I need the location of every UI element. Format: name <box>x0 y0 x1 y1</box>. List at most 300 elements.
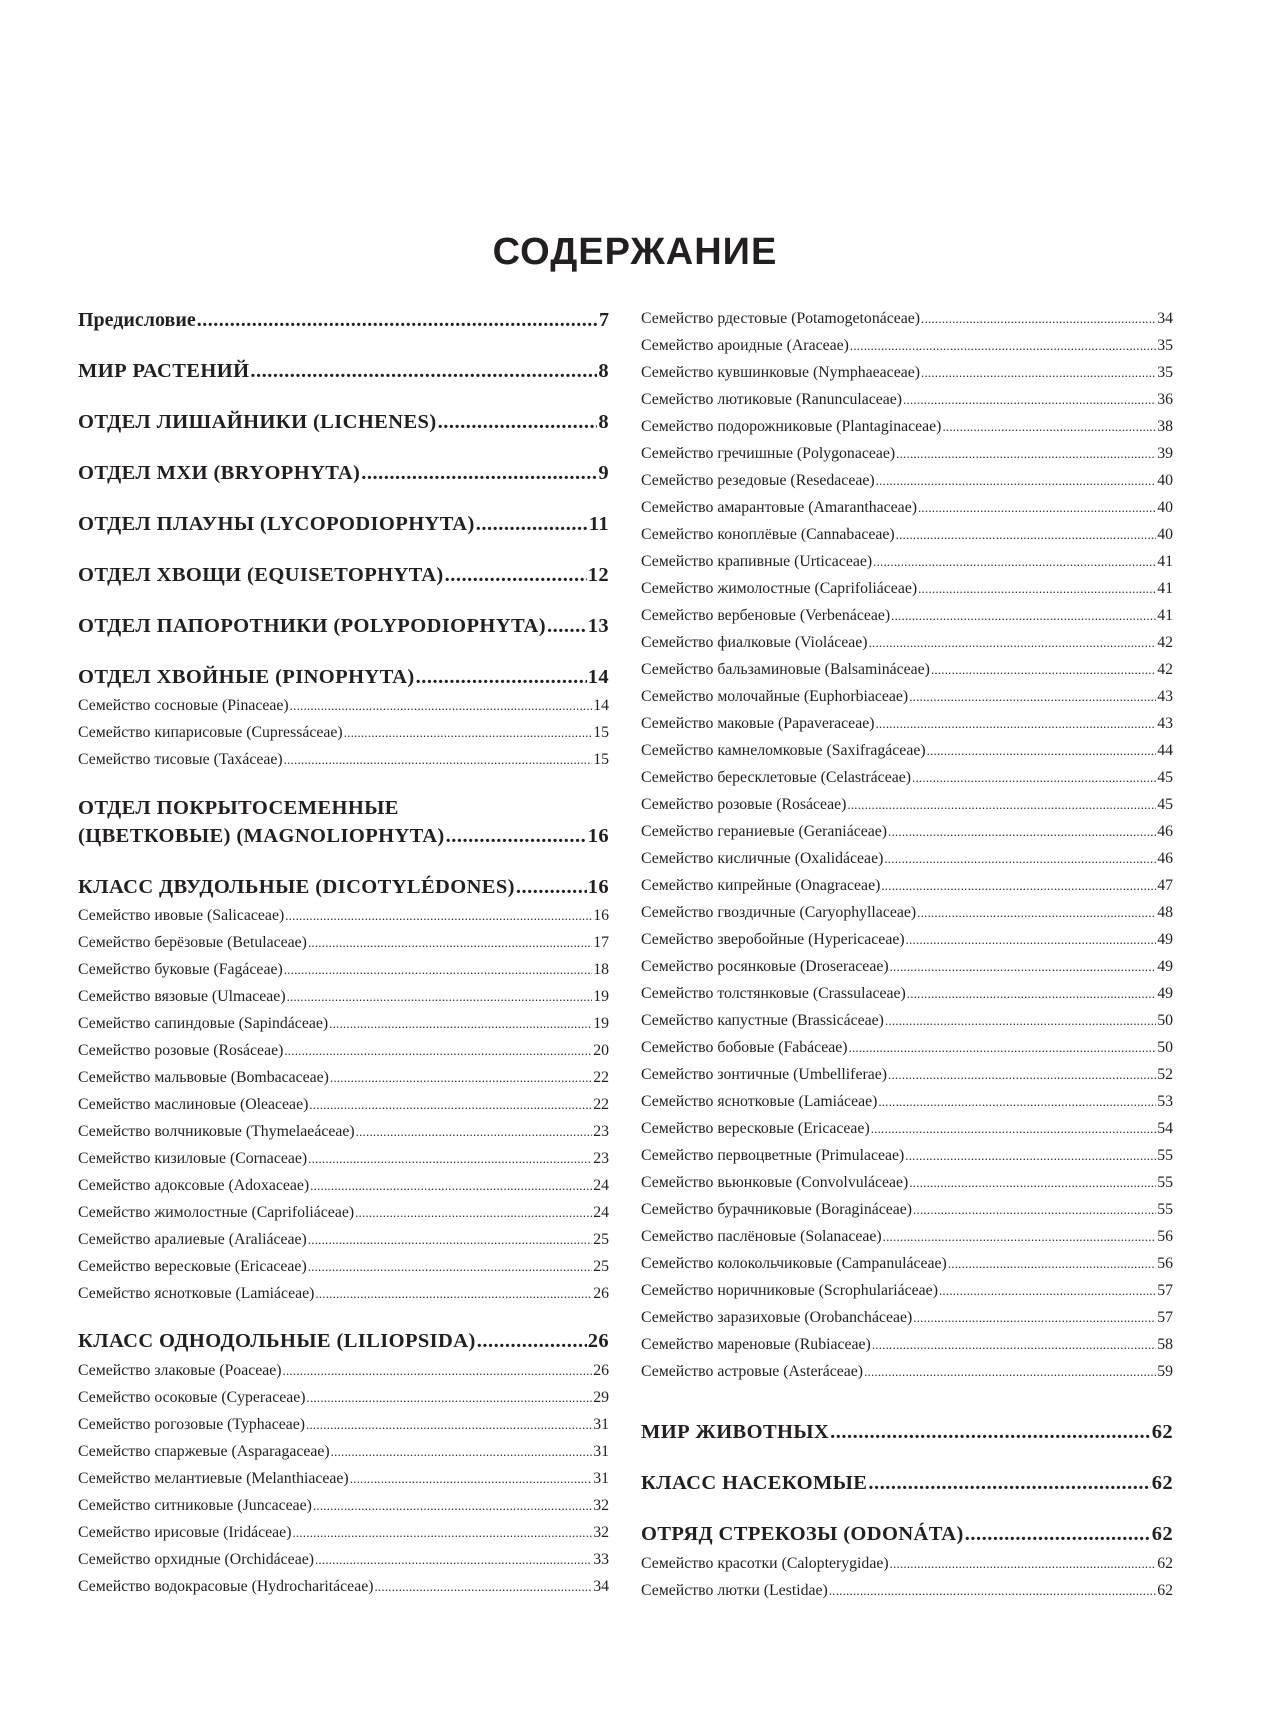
toc-page-number: 38 <box>1157 418 1173 435</box>
toc-entry[interactable] <box>641 444 1173 464</box>
toc-page-number: 7 <box>599 309 609 331</box>
toc-leader-dots <box>308 1257 593 1277</box>
toc-entry[interactable] <box>78 1041 609 1061</box>
toc-entry-label: Семейство фиалковые (Violáceae) <box>641 634 868 651</box>
toc-entry[interactable] <box>641 1254 1173 1274</box>
toc-leader-dots <box>310 1176 592 1196</box>
toc-entry[interactable] <box>641 930 1173 950</box>
toc-leader-dots <box>547 613 587 639</box>
toc-entry[interactable] <box>641 363 1173 383</box>
toc-leader-dots <box>918 579 1156 599</box>
toc-entry[interactable] <box>641 471 1173 491</box>
toc-entry-label: Семейство рогозовые (Typhaceae) <box>78 1416 305 1433</box>
toc-entry[interactable] <box>641 309 1173 329</box>
toc-page-number: 15 <box>593 751 609 768</box>
toc-leader-dots <box>939 1281 1156 1301</box>
toc-entry-label: Семейство лютки (Lestidae) <box>641 1582 828 1599</box>
toc-page-number: 13 <box>587 615 609 637</box>
toc-page-number: 43 <box>1157 715 1173 732</box>
toc-page-number: 41 <box>1157 607 1173 624</box>
toc-entry[interactable] <box>641 1581 1173 1601</box>
toc-entry-label: Семейство подорожниковые (Plantaginaceae) <box>641 418 942 435</box>
toc-entry-label: Семейство злаковые (Poaceae) <box>78 1362 282 1379</box>
toc-page-number: 14 <box>593 697 609 714</box>
toc-entry[interactable] <box>641 1092 1173 1112</box>
toc-leader-dots <box>913 1308 1156 1328</box>
toc-leader-dots <box>306 1415 592 1435</box>
toc-entry-label: Семейство гречишные (Polygonaceae) <box>641 445 896 462</box>
toc-page-number: 52 <box>1157 1066 1173 1083</box>
toc-page-number: 23 <box>593 1150 609 1167</box>
toc-entry[interactable] <box>641 660 1173 680</box>
toc-page-number: 57 <box>1157 1309 1173 1326</box>
toc-entry-label: Семейство кипрейные (Onagraceae) <box>641 877 881 894</box>
toc-heading-pinophyta[interactable] <box>78 664 609 690</box>
toc-page-number: 41 <box>1157 580 1173 597</box>
toc-leader-dots <box>847 795 1156 815</box>
toc-page-number: 62 <box>1151 1523 1173 1545</box>
toc-page-number: 19 <box>593 988 609 1005</box>
toc-entry-label: Семейство розовые (Rosáceae) <box>78 1042 284 1059</box>
toc-entry[interactable] <box>641 1554 1173 1574</box>
toc-heading-label: ОТДЕЛ ЛИШАЙНИКИ (LICHENES) <box>78 411 437 433</box>
toc-page-number: 58 <box>1157 1336 1173 1353</box>
toc-leader-dots <box>884 849 1156 869</box>
toc-page-number: 16 <box>587 825 609 847</box>
toc-entry-label: Семейство заразиховые (Orobancháceae) <box>641 1309 913 1326</box>
toc-entry[interactable] <box>78 1095 609 1115</box>
toc-leader-dots <box>890 957 1157 977</box>
toc-heading-label: МИР РАСТЕНИЙ <box>78 360 250 382</box>
toc-page-number: 35 <box>1157 337 1173 354</box>
toc-heading-dicotyledones[interactable] <box>78 874 609 900</box>
toc-leader-dots <box>284 750 593 770</box>
toc-leader-dots <box>307 1388 593 1408</box>
toc-page-number: 23 <box>593 1123 609 1140</box>
toc-entry-label: Семейство ароидные (Araceae) <box>641 337 849 354</box>
toc-entry[interactable] <box>641 1335 1173 1355</box>
toc-entry[interactable] <box>78 987 609 1007</box>
toc-page-number: 31 <box>593 1443 609 1460</box>
toc-leader-dots <box>881 876 1156 896</box>
toc-entry[interactable] <box>78 1068 609 1088</box>
toc-leader-dots <box>374 1577 592 1597</box>
toc-entry-label: Семейство орхидные (Orchidáceae) <box>78 1551 314 1568</box>
toc-page-number: 9 <box>598 462 609 484</box>
toc-heading-insects[interactable] <box>641 1470 1173 1496</box>
toc-heading-odonata[interactable] <box>641 1521 1173 1547</box>
toc-page-number: 11 <box>588 513 609 535</box>
toc-page-number: 22 <box>593 1069 609 1086</box>
toc-leader-dots <box>912 768 1156 788</box>
toc-leader-dots <box>250 358 597 384</box>
toc-page-number: 16 <box>593 907 609 924</box>
toc-entry[interactable] <box>641 768 1173 788</box>
toc-entry[interactable] <box>641 849 1173 869</box>
toc-entry-label: Семейство бурачниковые (Boragináceae) <box>641 1201 913 1218</box>
toc-entry-label: Семейство ирисовые (Iridáceae) <box>78 1524 292 1541</box>
toc-entry-label: Семейство жимолостные (Caprifoliáceae) <box>78 1204 355 1221</box>
toc-leader-dots <box>516 874 587 900</box>
toc-heading-liliopsida[interactable] <box>78 1328 609 1354</box>
toc-entry[interactable] <box>78 1203 609 1223</box>
toc-heading-plant-world[interactable] <box>78 358 609 384</box>
toc-entry[interactable] <box>641 579 1173 599</box>
toc-heading-polypodiophyta[interactable] <box>78 613 609 639</box>
toc-entry-label: Семейство росянковые (Droseraceae) <box>641 958 889 975</box>
page-title: СОДЕРЖАНИЕ <box>492 231 778 273</box>
toc-entry[interactable] <box>78 1388 609 1408</box>
toc-page-number: 44 <box>1157 742 1173 759</box>
toc-entry[interactable] <box>78 723 609 743</box>
toc-page-number: 57 <box>1157 1282 1173 1299</box>
toc-page-number: 45 <box>1157 769 1173 786</box>
toc-entry-label: Семейство тисовые (Taxáceae) <box>78 751 283 768</box>
toc-page-number: 22 <box>593 1096 609 1113</box>
toc-entry-label: Семейство вербеновые (Verbenáceae) <box>641 607 891 624</box>
toc-page-number: 36 <box>1157 391 1173 408</box>
toc-entry[interactable] <box>641 1281 1173 1301</box>
toc-page-number: 17 <box>593 934 609 951</box>
toc-leader-dots <box>308 1149 592 1169</box>
toc-entry[interactable] <box>78 1523 609 1543</box>
toc-leader-dots <box>878 1092 1156 1112</box>
toc-entry[interactable] <box>641 903 1173 923</box>
toc-leader-dots <box>329 1014 592 1034</box>
toc-entry-label: Семейство амарантовые (Amaranthaceae) <box>641 499 917 516</box>
toc-entry-label: Семейство сапиндовые (Sapindáceae) <box>78 1015 329 1032</box>
toc-page-number: 62 <box>1151 1421 1173 1443</box>
toc-leader-dots <box>885 1011 1156 1031</box>
toc-entry[interactable] <box>641 552 1173 572</box>
toc-entry[interactable] <box>78 1469 609 1489</box>
toc-page-number: 18 <box>593 961 609 978</box>
toc-leader-dots <box>445 562 587 588</box>
toc-entry-label: Семейство вьюнковые (Convolvuláceae) <box>641 1174 909 1191</box>
toc-page-number: 55 <box>1157 1201 1173 1218</box>
toc-entry[interactable] <box>641 1173 1173 1193</box>
toc-leader-dots <box>476 511 588 537</box>
toc-heading-magnoliophyta[interactable] <box>78 823 609 849</box>
toc-entry[interactable] <box>641 687 1173 707</box>
toc-entry[interactable] <box>641 1065 1173 1085</box>
toc-leader-dots <box>875 714 1156 734</box>
toc-heading-animal-world[interactable] <box>641 1419 1173 1445</box>
toc-heading-lichenes[interactable] <box>78 409 609 435</box>
toc-heading-label: МИР ЖИВОТНЫХ <box>641 1421 830 1443</box>
toc-entry[interactable] <box>641 1011 1173 1031</box>
toc-leader-dots <box>891 606 1156 626</box>
toc-leader-dots <box>287 987 593 1007</box>
toc-entry[interactable] <box>78 1361 609 1381</box>
toc-page-number: 45 <box>1157 796 1173 813</box>
toc-entry[interactable] <box>78 1230 609 1250</box>
toc-page-number: 55 <box>1157 1174 1173 1191</box>
toc-entry[interactable] <box>78 1149 609 1169</box>
toc-page-number: 26 <box>593 1285 609 1302</box>
toc-entry-label: Семейство мареновые (Rubiaceae) <box>641 1336 871 1353</box>
toc-entry-label: Семейство берёзовые (Betulaceae) <box>78 934 307 951</box>
toc-entry-label: Семейство ивовые (Salicaceae) <box>78 907 285 924</box>
toc-page-number: 56 <box>1157 1228 1173 1245</box>
toc-leader-dots <box>888 822 1156 842</box>
toc-leader-dots <box>350 1469 593 1489</box>
toc-entry[interactable] <box>641 714 1173 734</box>
toc-entry-label: Семейство зверобойные (Hypericaceae) <box>641 931 905 948</box>
toc-entry-label: Семейство спаржевые (Asparagaceae) <box>78 1443 330 1460</box>
toc-page-number: 50 <box>1157 1012 1173 1029</box>
toc-entry-label: Семейство резедовые (Resedaceae) <box>641 472 875 489</box>
toc-entry[interactable] <box>641 1038 1173 1058</box>
toc-leader-dots <box>909 1173 1156 1193</box>
toc-entry-label: Семейство осоковые (Cyperaceae) <box>78 1389 306 1406</box>
toc-entry[interactable] <box>641 606 1173 626</box>
toc-heading-equisetophyta[interactable] <box>78 562 609 588</box>
toc-entry[interactable] <box>641 390 1173 410</box>
toc-entry[interactable] <box>641 1308 1173 1328</box>
toc-page-number: 49 <box>1157 931 1173 948</box>
toc-page-number: 26 <box>587 1330 609 1352</box>
toc-page-number: 34 <box>593 1578 609 1595</box>
toc-entry-label: Семейство камнеломковые (Saxifragáceae) <box>641 742 926 759</box>
toc-leader-dots <box>361 460 597 486</box>
toc-leader-dots <box>913 1200 1156 1220</box>
toc-entry-label: Семейство вересковые (Ericaceae) <box>641 1120 870 1137</box>
toc-page-number: 42 <box>1157 634 1173 651</box>
toc-page-number: 56 <box>1157 1255 1173 1272</box>
toc-entry[interactable] <box>78 1014 609 1034</box>
toc-entry[interactable] <box>641 1362 1173 1382</box>
toc-heading-label: ОТДЕЛ ПАПОРОТНИКИ (POLYPODIOPHYTA) <box>78 615 546 637</box>
toc-entry[interactable] <box>78 1442 609 1462</box>
toc-heading-label: (ЦВЕТКОВЫЕ) (MAGNOLIOPHYTA) <box>78 825 445 847</box>
toc-page-number: 31 <box>593 1470 609 1487</box>
toc-heading-label: ОТДЕЛ ПЛАУНЫ (LYCOPODIOPHYTA) <box>78 513 475 535</box>
toc-entry-label: Семейство молочайные (Euphorbiaceae) <box>641 688 909 705</box>
toc-page-number: 24 <box>593 1204 609 1221</box>
toc-entry[interactable] <box>641 336 1173 356</box>
toc-page-number: 40 <box>1157 472 1173 489</box>
toc-entry-label: Семейство гераниевые (Geraniáceae) <box>641 823 888 840</box>
toc-entry[interactable] <box>78 1496 609 1516</box>
toc-entry-label: Семейство кипарисовые (Cupressáceae) <box>78 724 343 741</box>
toc-entry[interactable] <box>641 795 1173 815</box>
toc-page-number: 20 <box>593 1042 609 1059</box>
toc-entry-label: Семейство красотки (Calopterygidae) <box>641 1555 889 1572</box>
toc-entry[interactable] <box>641 822 1173 842</box>
toc-leader-dots <box>309 1095 592 1115</box>
toc-leader-dots <box>197 307 598 333</box>
toc-entry[interactable] <box>641 498 1173 518</box>
toc-page-number: 48 <box>1157 904 1173 921</box>
toc-page-number: 62 <box>1157 1582 1173 1599</box>
toc-leader-dots <box>292 1523 592 1543</box>
toc-entry-label: Семейство вязовые (Ulmaceae) <box>78 988 286 1005</box>
toc-entry[interactable] <box>78 1415 609 1435</box>
toc-leader-dots <box>308 1230 592 1250</box>
toc-leader-dots <box>438 409 598 435</box>
toc-entry[interactable] <box>641 417 1173 437</box>
toc-heading-magnoliophyta-line1[interactable]: ОТДЕЛ ПОКРЫТОСЕМЕННЫЕ <box>78 797 399 819</box>
toc-leader-dots <box>308 933 592 953</box>
toc-page-number: 32 <box>593 1524 609 1541</box>
toc-entry[interactable] <box>641 984 1173 1004</box>
toc-entry-label: Семейство бобовые (Fabáceae) <box>641 1039 848 1056</box>
toc-leader-dots <box>909 687 1156 707</box>
toc-leader-dots <box>927 741 1157 761</box>
toc-entry-label: Семейство паслёновые (Solanaceae) <box>641 1228 882 1245</box>
toc-leader-dots <box>921 309 1156 329</box>
toc-page-number: 62 <box>1157 1555 1173 1572</box>
toc-entry[interactable] <box>78 1122 609 1142</box>
toc-entry-label: Семейство волчниковые (Thymelaeáceae) <box>78 1123 355 1140</box>
toc-leader-dots <box>931 660 1156 680</box>
toc-entry[interactable] <box>641 1227 1173 1247</box>
toc-leader-dots <box>284 1041 592 1061</box>
toc-entry[interactable] <box>641 1200 1173 1220</box>
toc-page-number: 14 <box>587 666 609 688</box>
toc-page-number: 33 <box>593 1551 609 1568</box>
toc-page-number: 15 <box>593 724 609 741</box>
toc-page-number: 43 <box>1157 688 1173 705</box>
toc-entry[interactable] <box>78 750 609 770</box>
toc-page-number: 19 <box>593 1015 609 1032</box>
toc-entry-label: Семейство колокольчиковые (Campanuláceae) <box>641 1255 947 1272</box>
toc-entry[interactable] <box>78 933 609 953</box>
toc-entry-label: Семейство адоксовые (Adoxaceae) <box>78 1177 310 1194</box>
toc-entry-label: Семейство норичниковые (Scrophulariáceae) <box>641 1282 938 1299</box>
toc-entry-label: Семейство яснотковые (Lamiáceae) <box>78 1285 315 1302</box>
toc-entry-label: Семейство кувшинковые (Nymphaeaceae) <box>641 364 920 381</box>
toc-page-number: 62 <box>1151 1472 1173 1494</box>
toc-entry[interactable] <box>641 1146 1173 1166</box>
toc-entry-label: Семейство толстянковые (Crassulaceae) <box>641 985 906 1002</box>
toc-leader-dots <box>355 1203 592 1223</box>
toc-leader-dots <box>850 336 1156 356</box>
toc-page-number: 54 <box>1157 1120 1173 1137</box>
toc-page-number: 59 <box>1157 1363 1173 1380</box>
toc-entry-label: Семейство зонтичные (Umbelliferae) <box>641 1066 887 1083</box>
toc-leader-dots <box>906 930 1157 950</box>
toc-page-number: 35 <box>1157 364 1173 381</box>
toc-entry-label: Семейство крапивные (Urticaceae) <box>641 553 873 570</box>
toc-entry-label: Семейство рдестовые (Potamogetonáceae) <box>641 310 921 327</box>
toc-page-number: 42 <box>1157 661 1173 678</box>
toc-entry[interactable] <box>641 876 1173 896</box>
toc-leader-dots <box>864 1362 1156 1382</box>
toc-entry-label: Семейство маслиновые (Oleaceae) <box>78 1096 309 1113</box>
toc-heading-label: ОТРЯД СТРЕКОЗЫ (ODONÁTA) <box>641 1523 964 1545</box>
toc-entry[interactable] <box>78 960 609 980</box>
toc-leader-dots <box>942 417 1156 437</box>
toc-leader-dots <box>344 723 593 743</box>
toc-page-number: 32 <box>593 1497 609 1514</box>
toc-entry[interactable] <box>78 1577 609 1597</box>
toc-leader-dots <box>907 984 1156 1004</box>
toc-leader-dots <box>905 1146 1156 1166</box>
toc-page-number: 46 <box>1157 850 1173 867</box>
toc-page-number: 55 <box>1157 1147 1173 1164</box>
toc-leader-dots <box>283 1361 593 1381</box>
toc-leader-dots <box>284 960 592 980</box>
toc-page-number: 46 <box>1157 823 1173 840</box>
toc-page-number: 50 <box>1157 1039 1173 1056</box>
toc-entry[interactable] <box>641 633 1173 653</box>
toc-heading-bryophyta[interactable] <box>78 460 609 486</box>
toc-leader-dots <box>315 1550 592 1570</box>
toc-leader-dots <box>313 1496 592 1516</box>
toc-leader-dots <box>330 1068 592 1088</box>
toc-heading-label: КЛАСС НАСЕКОМЫЕ <box>641 1472 868 1494</box>
toc-entry-label: Семейство астровые (Asteráceae) <box>641 1363 864 1380</box>
toc-page-number: 25 <box>593 1258 609 1275</box>
toc-page-number: 40 <box>1157 499 1173 516</box>
toc-heading-label: КЛАСС ДВУДОЛЬНЫЕ (DICOTYLÉDONES) <box>78 876 515 898</box>
toc-entry-label: Семейство водокрасовые (Hydrocharitáceae) <box>78 1578 374 1595</box>
toc-entry-label: Семейство вересковые (Ericaceae) <box>78 1258 307 1275</box>
toc-leader-dots <box>477 1328 587 1354</box>
toc-page-number: 12 <box>587 564 609 586</box>
toc-entry-label: Семейство кисличные (Oxalidáceae) <box>641 850 884 867</box>
toc-entry[interactable] <box>641 1119 1173 1139</box>
toc-leader-dots <box>356 1122 593 1142</box>
toc-entry[interactable] <box>78 1176 609 1196</box>
toc-entry-label: Семейство розовые (Rosáceae) <box>641 796 847 813</box>
toc-heading-preface[interactable] <box>78 307 609 333</box>
toc-entry-label: Семейство бальзаминовые (Balsamináceae) <box>641 661 930 678</box>
toc-leader-dots <box>896 525 1157 545</box>
toc-page-number: 41 <box>1157 553 1173 570</box>
toc-heading-lycopodiophyta[interactable] <box>78 511 609 537</box>
toc-entry-label: Семейство гвоздичные (Caryophyllaceae) <box>641 904 917 921</box>
toc-entry[interactable] <box>641 525 1173 545</box>
toc-page-number: 26 <box>593 1362 609 1379</box>
toc-entry-label: Семейство коноплёвые (Cannabaceae) <box>641 526 895 543</box>
toc-page-number: 49 <box>1157 985 1173 1002</box>
toc-entry[interactable] <box>78 696 609 716</box>
toc-heading-label: КЛАСС ОДНОДОЛЬНЫЕ (LILIOPSIDA) <box>78 1330 476 1352</box>
toc-page-number: 16 <box>587 876 609 898</box>
toc-leader-dots <box>918 498 1156 518</box>
toc-page-number: 39 <box>1157 445 1173 462</box>
toc-leader-dots <box>830 1419 1151 1445</box>
toc-entry-label: Семейство капустные (Brassicáceae) <box>641 1012 884 1029</box>
toc-entry-label: Семейство мальвовые (Bombacaceae) <box>78 1069 329 1086</box>
toc-entry-label: Семейство кизиловые (Cornaceae) <box>78 1150 308 1167</box>
toc-entry[interactable] <box>641 957 1173 977</box>
toc-entry[interactable] <box>78 1550 609 1570</box>
toc-entry[interactable] <box>78 906 609 926</box>
toc-leader-dots <box>446 823 587 849</box>
toc-entry[interactable] <box>78 1257 609 1277</box>
toc-leader-dots <box>290 696 593 716</box>
toc-leader-dots <box>849 1038 1157 1058</box>
toc-leader-dots <box>873 552 1156 572</box>
toc-leader-dots <box>829 1581 1156 1601</box>
toc-leader-dots <box>868 1470 1150 1496</box>
toc-leader-dots <box>416 664 587 690</box>
toc-entry-label: Семейство ситниковые (Juncaceae) <box>78 1497 312 1514</box>
toc-page-number: 34 <box>1157 310 1173 327</box>
toc-leader-dots <box>917 903 1156 923</box>
toc-page-number: 8 <box>598 360 609 382</box>
toc-page-number: 49 <box>1157 958 1173 975</box>
toc-leader-dots <box>331 1442 593 1462</box>
toc-entry-label: Семейство бересклетовые (Celastráceae) <box>641 769 911 786</box>
toc-entry[interactable] <box>78 1284 609 1304</box>
toc-entry[interactable] <box>641 741 1173 761</box>
toc-leader-dots <box>965 1521 1151 1547</box>
